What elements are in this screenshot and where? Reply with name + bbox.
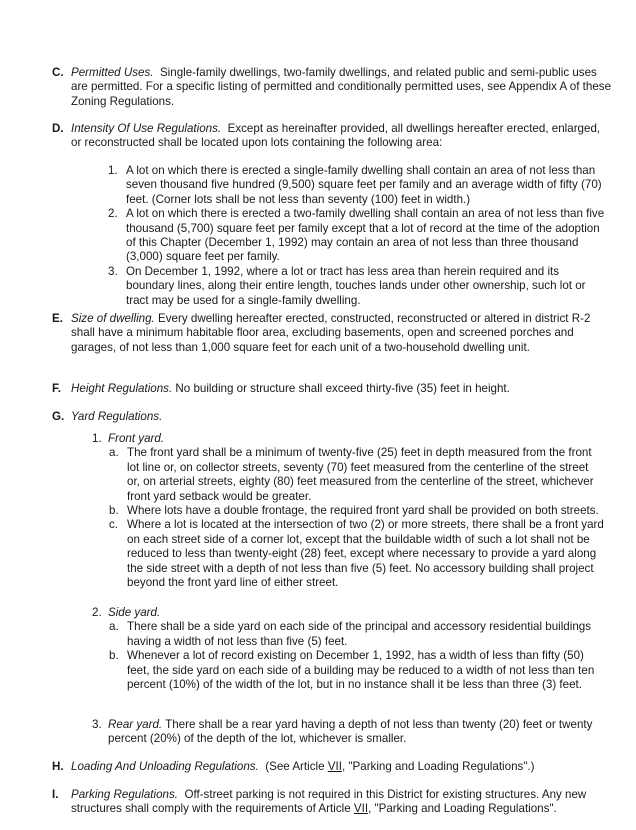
- list-item: 3. On December 1, 1992, where a lot or tract has less area than herein required and its boundary lines, along their entire length, touches lands under other ownership, such lot or tract may be used for a single-family dwelling.: [108, 264, 586, 307]
- section-h: H. Loading And Unloading Regulations. (See Article VII, "Parking and Loading Regulations".): [52, 760, 535, 773]
- article-reference: VII: [327, 760, 342, 773]
- section-letter: C.: [52, 66, 64, 79]
- list-item: b. Where lots have a double frontage, the required front yard shall be provided on both streets.: [109, 504, 599, 518]
- subsection-title: Front yard.: [108, 432, 165, 445]
- section-letter: I.: [52, 788, 59, 801]
- section-text: No building or structure shall exceed thirty-five (35) feet in height.: [175, 382, 510, 395]
- section-text: Except as hereinafter provided, all dwellings hereafter erected, enlarged, or reconstructed shall be located upon lots containing the following area:: [71, 122, 601, 150]
- subsection-title: Rear yard.: [108, 718, 163, 731]
- section-title: Size of dwelling.: [71, 312, 155, 325]
- section-title: Permitted Uses.: [71, 66, 154, 79]
- list-item: a. The front yard shall be a minimum of twenty-five (25) feet in depth measured from the front lot line or, on collector streets, seventy (70) feet measured from the centerline of the street or, on arterial streets, eighty (80) feet measured from the centerline of the street, whichever front yard setback would be greater.: [109, 446, 594, 503]
- section-e: [52, 312, 612, 355]
- section-letter: D.: [52, 122, 64, 135]
- section-c: [52, 66, 612, 109]
- list-item: a. There shall be a side yard on each side of the principal and accessory residential buildings having a width of not less than five (5) feet.: [109, 620, 592, 648]
- list-item: c. Where a lot is located at the intersection of two (2) or more streets, there shall be a front yard on each street side of a corner lot, except that the buildable width of such a lot shall not be reduced to less than twenty-eight (28) feet, except where necessary to provide a yard along the side street with a depth of not less than five (5) feet. No accessory building shall project beyond the front yard line of either street.: [109, 518, 604, 590]
- section-d-list: [108, 164, 608, 308]
- section-f: [52, 382, 612, 396]
- section-letter: H.: [52, 760, 64, 773]
- list-item: 1. A lot on which there is erected a single-family dwelling shall contain an area of not less than seven thousand five hundred (9,500) square feet per family and an average width of fifty (70) feet. (Corner lots shall be not less than seventy (100) feet in width.): [108, 164, 602, 206]
- section-letter: G.: [52, 410, 65, 423]
- section-g: [52, 410, 612, 424]
- section-letter: E.: [52, 312, 63, 325]
- section-letter: F.: [52, 382, 62, 395]
- subsection-title: Side yard.: [108, 606, 161, 619]
- section-text: Single-family dwellings, two-family dwellings, and related public and semi-public uses are permitted. For a specific listing of permitted and conditionally permitted uses, see Appendix A of these Zoning Regulations.: [71, 66, 612, 108]
- list-item: 2. A lot on which there is erected a two-family dwelling shall contain an area of not less than five thousand (5,700) square feet per family except that a lot of record at the time of the adoption of this Chapter (December 1, 1992) may contain an area of not less than three thousand (3,000) square feet per family.: [108, 207, 605, 264]
- rear-yard-subsection: 3. Rear yard. There shall be a rear yard having a depth of not less than twenty (20) feet or twenty percent (20%) of the depth of the lot, whichever is smaller.: [92, 718, 593, 746]
- article-reference: VII: [353, 802, 369, 816]
- section-title: Yard Regulations.: [71, 410, 163, 423]
- section-d: [52, 122, 612, 151]
- section-title: Loading And Unloading Regulations.: [71, 760, 259, 773]
- front-yard-subsection: 1. Front yard. a. The front yard shall be a minimum of twenty-five (25) feet in depth measured from the front lot line or, on collector streets, seventy (70) feet measured from the centerline of the street or, on arterial streets, eighty (80) feet measured from the centerline of the street, whichever front yard setback would be greater. b. Where lots have a double frontage, the required front yard shall be provided on both streets. c. Where a lot is located at the intersection of two (2) or more streets, there shall be a front yard on each street side of a corner lot, except that the buildable width of such a lot shall not be reduced to less than twenty-eight (28) feet, except where necessary to provide a yard along the side street with a depth of not less than five (5) feet. No accessory building shall project beyond the front yard line of either street.: [92, 432, 612, 590]
- section-title: Height Regulations.: [71, 382, 173, 395]
- section-title: Intensity Of Use Regulations.: [71, 122, 222, 135]
- side-yard-subsection: 2. Side yard. a. There shall be a side yard on each side of the principal and accessory residential buildings having a width of not less than five (5) feet. b. Whenever a lot of record existing on December 1, 1992, has a width of less than fifty (50) feet, the side yard on each side of a building may be reduced to a width of not less than ten percent (10%) of the width of the lot, but in no instance shall it be less than three (3) feet.: [92, 606, 612, 692]
- section-text: Every dwelling hereafter erected, constructed, reconstructed or altered in district R-2 shall have a minimum habitable floor area, excluding basements, open and screened porches and garages, of not less than 1,000 square feet for each unit of a two-household dwelling unit.: [71, 312, 591, 354]
- section-i: I. Parking Regulations. Off-street parking is not required in this District for existing structures. Any new structures shall comply with the requirements of Article VII, "Parking and Loading Regulations".: [52, 788, 587, 816]
- list-item: b. Whenever a lot of record existing on December 1, 1992, has a width of less than fifty (50) feet, the side yard on each side of a building may be reduced to a width of not less than ten percent (10%) of the width of the lot, but in no instance shall it be less than three (3) feet.: [109, 649, 595, 692]
- section-title: Parking Regulations.: [71, 788, 178, 801]
